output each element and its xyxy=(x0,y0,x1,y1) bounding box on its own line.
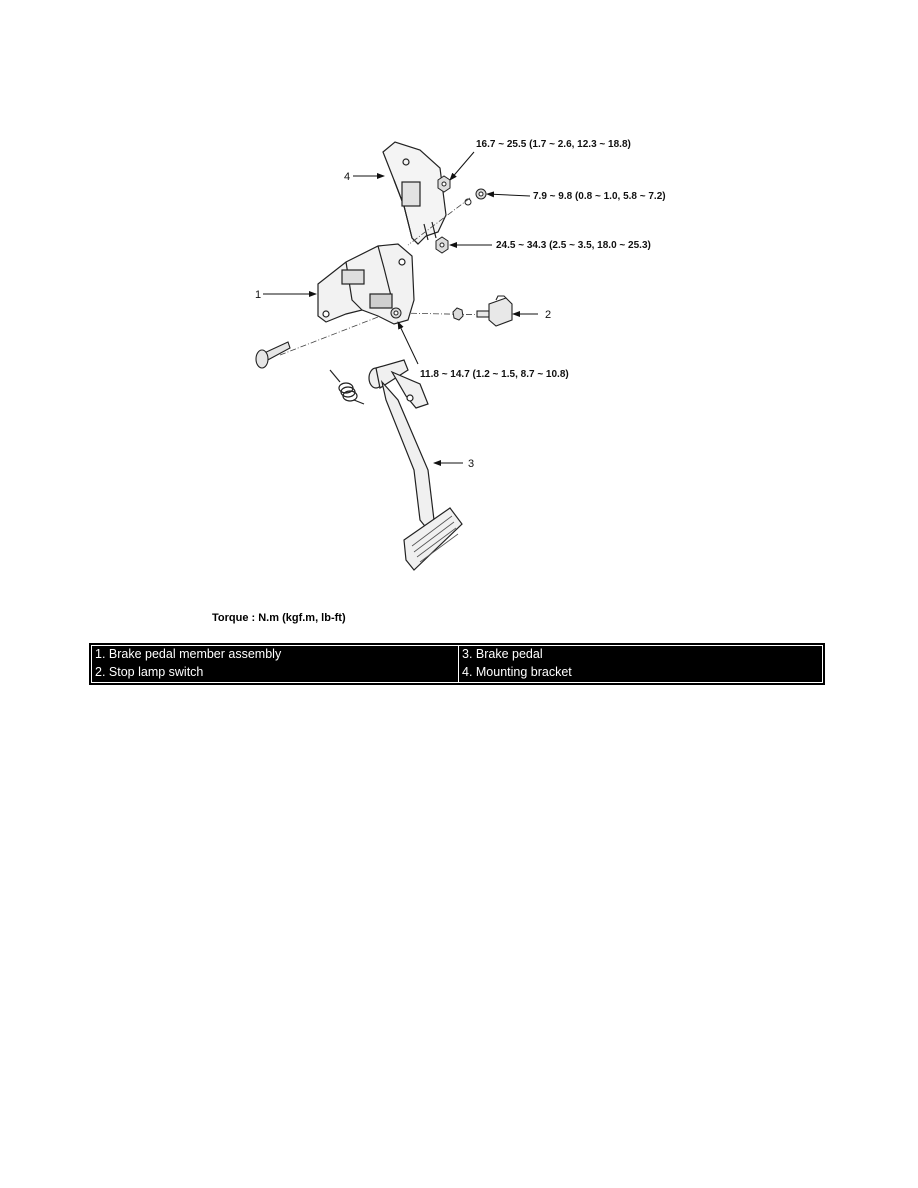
stop-lamp-switch xyxy=(477,296,512,326)
brake-pedal xyxy=(369,360,462,570)
bolt-11-8 xyxy=(391,308,401,318)
switch-nut xyxy=(453,308,463,320)
return-spring xyxy=(330,370,364,404)
torque-callout-2: 7.9 ~ 9.8 (0.8 ~ 1.0, 5.8 ~ 7.2) xyxy=(533,191,666,202)
parts-legend-grid xyxy=(91,645,823,683)
legend-item-2: 2. Stop lamp switch xyxy=(95,665,204,679)
part-number-2: 2 xyxy=(545,309,552,321)
washer-nut xyxy=(465,189,486,205)
part-number-1: 1 xyxy=(255,289,262,301)
torque-caption: Torque : N.m (kgf.m, lb-ft) xyxy=(212,612,346,624)
legend-item-4: 4. Mounting bracket xyxy=(458,664,822,682)
mounting-bracket xyxy=(383,142,446,244)
nut-top xyxy=(438,176,450,192)
part-number-4: 4 xyxy=(344,171,351,183)
legend-item-1: 1. Brake pedal member assembly xyxy=(95,647,282,661)
torque-callout-3: 24.5 ~ 34.3 (2.5 ~ 3.5, 18.0 ~ 25.3) xyxy=(496,240,651,251)
pivot-bolt xyxy=(256,342,290,368)
torque-callout-4: 11.8 ~ 14.7 (1.2 ~ 1.5, 8.7 ~ 10.8) xyxy=(420,369,569,380)
nut-middle xyxy=(436,237,448,253)
legend-item-3: 3. Brake pedal xyxy=(458,646,822,664)
parts-legend xyxy=(89,643,825,685)
torque-callout-1: 16.7 ~ 25.5 (1.7 ~ 2.6, 12.3 ~ 18.8) xyxy=(476,139,631,150)
part-number-3: 3 xyxy=(468,458,475,470)
